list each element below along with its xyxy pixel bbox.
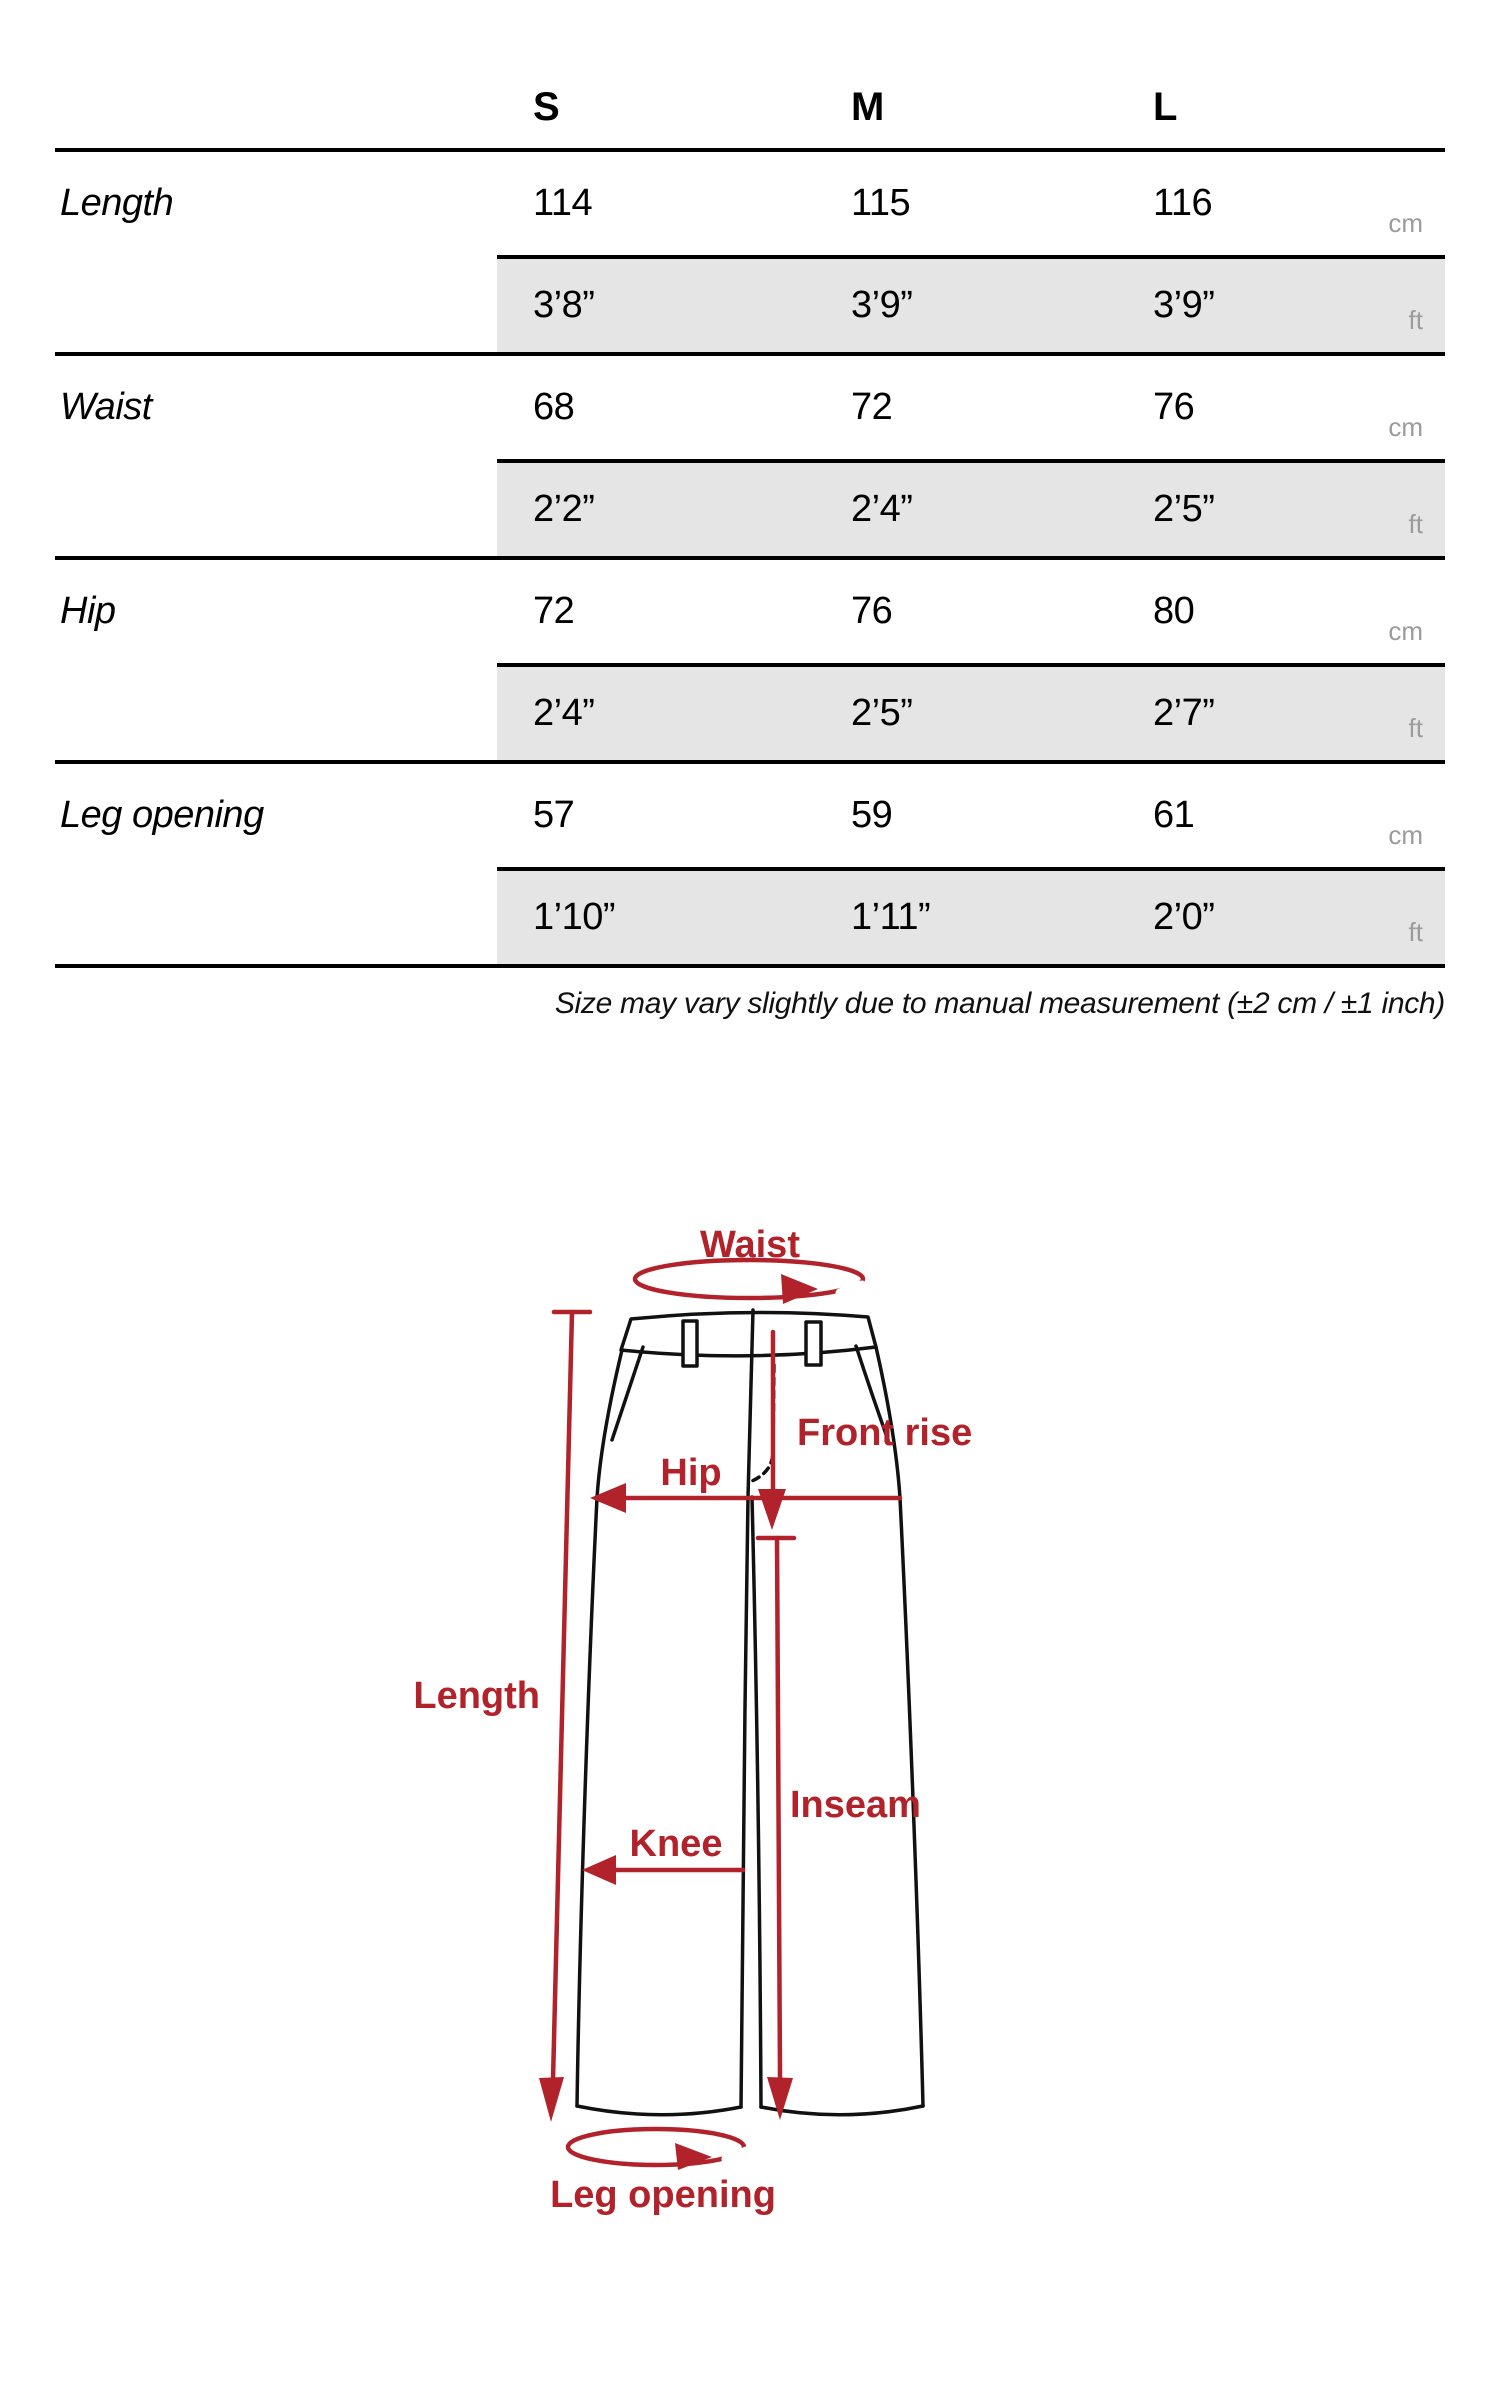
inseam-arrowhead-icon (767, 2077, 793, 2120)
hip-label: Hip (660, 1452, 722, 1494)
size-column-header-m: M (851, 85, 884, 129)
hip-cm-s: 72 (533, 590, 575, 632)
leg-opening-ft-s: 1’10” (497, 867, 815, 964)
leg-opening-cm-s: 57 (533, 794, 575, 836)
leg-opening-ellipse (568, 2129, 744, 2165)
fly-stitch (752, 1365, 774, 1481)
unit-label-cm: cm (1388, 208, 1423, 238)
empty-label-cell (55, 459, 497, 556)
left-hem (577, 2106, 741, 2115)
annotation-labels (413, 1224, 972, 2216)
hip-ft-l: 2’7” (1117, 663, 1345, 760)
right-outer-seam (876, 1347, 923, 2106)
left-pocket-line (612, 1347, 643, 1440)
front-rise-arrowhead-icon (758, 1489, 786, 1530)
left-outer-seam (577, 1350, 622, 2106)
center-front-seam (748, 1310, 753, 1497)
empty-label-cell (55, 867, 497, 964)
length-cm-l: 116 (1153, 182, 1213, 224)
hip-cm-m: 76 (851, 590, 893, 632)
leg-opening-cm-m: 59 (851, 794, 893, 836)
hip-cm-l: 80 (1153, 590, 1195, 632)
table-header-row (55, 40, 1445, 152)
row-label-length: Length (60, 182, 174, 224)
row-label-leg-opening: Leg opening (60, 794, 264, 836)
length-label: Length (413, 1675, 540, 1717)
table-row-leg-opening-ft (55, 867, 1445, 968)
waist-label: Waist (700, 1224, 800, 1266)
waist-cm-m: 72 (851, 386, 893, 428)
length-arrowhead-icon (539, 2077, 564, 2122)
leg-opening-ft-m: 1’11” (815, 867, 1117, 964)
length-cm-m: 115 (851, 182, 911, 224)
right-hem (761, 2106, 923, 2115)
header-unit-cell (1345, 40, 1445, 148)
left-inner-seam (741, 1497, 748, 2107)
header-empty-cell (55, 40, 497, 148)
waist-ft-s: 2’2” (497, 459, 815, 556)
leg-opening-label: Leg opening (550, 2174, 776, 2216)
row-label-waist: Waist (60, 386, 152, 428)
waist-ellipse-gap (840, 1285, 862, 1293)
length-cm-s: 114 (533, 182, 593, 224)
unit-label-ft: ft (1345, 663, 1445, 760)
size-table (55, 40, 1445, 968)
waistband (621, 1312, 876, 1355)
length-ft-m: 3’9” (815, 255, 1117, 352)
unit-label-ft: ft (1345, 867, 1445, 964)
table-row-length-cm (55, 152, 1445, 255)
waist-ft-m: 2’4” (815, 459, 1117, 556)
unit-label-ft: ft (1345, 255, 1445, 352)
inseam-label: Inseam (790, 1784, 921, 1826)
table-row-waist-ft (55, 459, 1445, 560)
table-row-length-ft (55, 255, 1445, 356)
belt-loop-right (806, 1322, 821, 1365)
belt-loop-left (683, 1321, 697, 1366)
leg-opening-arrowhead-icon (675, 2143, 712, 2170)
waist-cm-l: 76 (1153, 386, 1195, 428)
table-row-hip-ft (55, 663, 1445, 764)
right-inner-seam (752, 1497, 761, 2107)
length-ft-s: 3’8” (497, 255, 815, 352)
front-rise-label: Front rise (797, 1412, 973, 1454)
leg-opening-ft-l: 2’0” (1117, 867, 1345, 964)
measurement-annotations (539, 1260, 900, 2170)
waist-arrowhead-icon (781, 1274, 818, 1304)
unit-label-cm: cm (1388, 616, 1423, 646)
hip-ft-s: 2’4” (497, 663, 815, 760)
length-dimension-line (553, 1312, 572, 2080)
size-column-header-s: S (533, 85, 560, 129)
waist-cm-s: 68 (533, 386, 575, 428)
inseam-dimension-line (777, 1538, 780, 2078)
hip-ft-m: 2’5” (815, 663, 1117, 760)
knee-arrowhead-icon (582, 1855, 616, 1885)
table-row-leg-opening-cm (55, 764, 1445, 867)
table-row-waist-cm (55, 356, 1445, 459)
row-label-hip: Hip (60, 590, 116, 632)
empty-label-cell (55, 255, 497, 352)
size-column-header-l: L (1153, 85, 1177, 129)
leg-opening-ellipse-gap (726, 2151, 746, 2159)
table-footnote: Size may vary slightly due to manual measurement (±2 cm / ±1 inch) (554, 987, 1445, 1020)
knee-label: Knee (629, 1823, 723, 1865)
pants-measurement-diagram (0, 1200, 1500, 2400)
leg-opening-cm-l: 61 (1153, 794, 1195, 836)
unit-label-ft: ft (1345, 459, 1445, 556)
table-row-hip-cm (55, 560, 1445, 663)
unit-label-cm: cm (1388, 820, 1423, 850)
waist-ft-l: 2’5” (1117, 459, 1345, 556)
unit-label-cm: cm (1388, 412, 1423, 442)
length-ft-l: 3’9” (1117, 255, 1345, 352)
empty-label-cell (55, 663, 497, 760)
